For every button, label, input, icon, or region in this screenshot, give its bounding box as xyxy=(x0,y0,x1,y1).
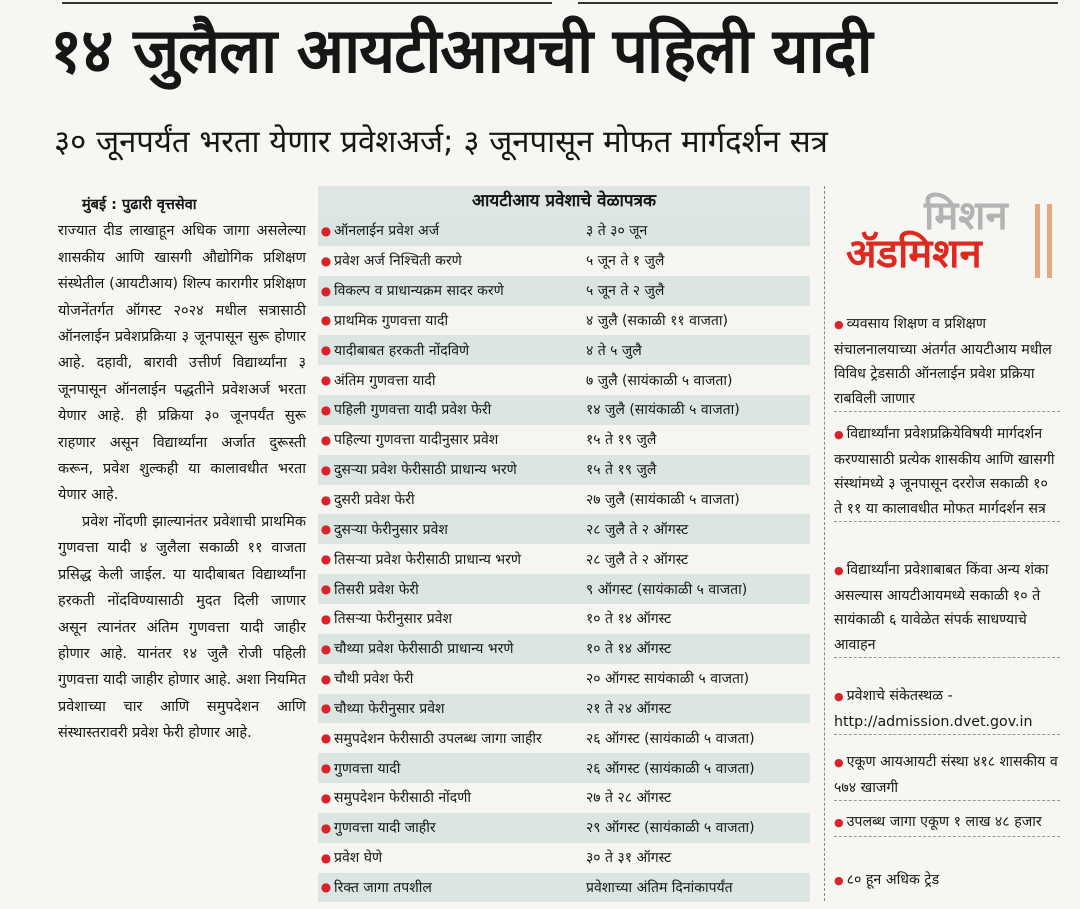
bullet-icon: ● xyxy=(834,428,844,441)
bullet-icon: ● xyxy=(320,522,332,537)
bullet-icon: ● xyxy=(320,492,332,507)
bullet-icon: ● xyxy=(320,790,332,805)
schedule-date: १५ ते १९ जुलै xyxy=(586,432,657,449)
schedule-event: प्रवेश घेणे xyxy=(334,850,383,867)
sidebar-fact xyxy=(834,868,1060,894)
schedule-date: ४ जुलै (सकाळी ११ वाजता) xyxy=(586,312,728,329)
schedule-event: तिसरी प्रवेश फेरी xyxy=(334,581,419,598)
logo-word-admission: ॲडमिशन xyxy=(846,231,982,277)
schedule-row xyxy=(318,544,810,574)
schedule-row xyxy=(318,306,810,336)
schedule-event: अंतिम गुणवत्ता यादी xyxy=(334,372,436,389)
sidebar-fact-text: विद्यार्थ्यांना प्रवेशाबाबत किंवा अन्य शंका असल्यास आयटीआयमध्ये सकाळी १० ते सायंकाळी ६ यावेळेत संपर्क साधण्याचे आवाहन xyxy=(834,562,1049,653)
schedule-row xyxy=(318,723,810,753)
schedule-row xyxy=(318,216,810,246)
schedule-date: ७ जुलै (सायंकाळी ५ वाजता) xyxy=(586,372,733,389)
schedule-event: विकल्प व प्राधान्यक्रम सादर करणे xyxy=(334,283,504,300)
schedule-event: पहिली गुणवत्ता यादी प्रवेश फेरी xyxy=(334,402,492,419)
schedule-title: आयटीआय प्रवेशाचे वेळापत्रक xyxy=(318,186,810,216)
schedule-row xyxy=(318,574,810,604)
byline: मुंबई : पुढारी वृत्तसेवा xyxy=(82,197,197,213)
schedule-event: समुपदेशन फेरीसाठी उपलब्ध जागा जाहीर xyxy=(334,730,542,747)
bullet-icon: ● xyxy=(320,343,332,358)
schedule-event: गुणवत्ता यादी xyxy=(334,760,401,777)
schedule-event: तिसऱ्या फेरीनुसार प्रवेश xyxy=(334,611,453,628)
sidebar-fact-text: व्यवसाय शिक्षण व प्रशिक्षण संचालनालयाच्या अंतर्गत आयटीआय मधील विविध ट्रेडसाठी ऑनलाईन प्रवेश प्रक्रिया राबविली जाणार xyxy=(834,316,1052,407)
logo-bar xyxy=(1035,204,1040,278)
schedule-date: १५ ते १९ जुलै xyxy=(586,462,657,479)
schedule-row xyxy=(318,455,810,485)
schedule-row xyxy=(318,664,810,694)
bullet-icon: ● xyxy=(320,223,332,238)
schedule-event: यादीबाबत हरकती नोंदविणे xyxy=(334,342,470,359)
schedule-row xyxy=(318,813,810,843)
schedule-date: ३ ते ३० जून xyxy=(586,223,648,240)
schedule-date: २० ऑगस्ट सायंकाळी ५ वाजता) xyxy=(586,671,750,688)
sidebar-fact xyxy=(834,750,1060,801)
sidebar-fact-text: एकूण आयआयटी संस्था ४१८ शासकीय व ५७४ खाजगी xyxy=(834,754,1058,796)
schedule-row xyxy=(318,276,810,306)
sidebar-fact-text: उपलब्ध जागा एकूण १ लाख ४८ हजार xyxy=(846,814,1042,830)
schedule-row xyxy=(318,485,810,515)
schedule-date: ९ ऑगस्ट (सायंकाळी ५ वाजता) xyxy=(586,581,748,598)
article-paragraph-2: प्रवेश नोंदणी झाल्यानंतर प्रवेशाची प्राथमिक गुणवत्ता यादी ४ जुलैला सकाळी ११ वाजता प्रसिद्ध केली जाईल. या यादीबाबत विद्यार्थ्यांना हरकती नोंदविण्यासाठी मुदत दिली जाणार असून त्यानंतर अंतिम गुणवत्ता यादी जाहीर होणार आहे. यानंतर १४ जुलै रोजी पहिली गुणवत्ता यादी जाहीर होणार आहे. अशा नियमित प्रवेशाच्या चार आणि समुपदेशन आणि संस्थास्तरावरी प्रवेश फेरी होणार आहे. xyxy=(58,513,307,742)
bullet-icon: ● xyxy=(834,690,844,703)
schedule-row xyxy=(318,335,810,365)
schedule-row xyxy=(318,873,810,903)
schedule-date: २१ ते २४ ऑगस्ट xyxy=(586,700,672,717)
schedule-row xyxy=(318,753,810,783)
schedule-date: २९ ऑगस्ट (सायंकाळी ५ वाजता) xyxy=(586,820,755,837)
schedule-date: ५ जून ते १ जुलै xyxy=(586,253,665,270)
subheadline: ३० जूनपर्यंत भरता येणार प्रवेशअर्ज; ३ जूनपासून मोफत मार्गदर्शन सत्र xyxy=(54,124,828,160)
schedule-date: ४ ते ५ जुलै xyxy=(586,342,642,359)
bullet-icon: ● xyxy=(834,816,844,829)
schedule-table xyxy=(318,186,810,902)
bullet-icon: ● xyxy=(320,582,332,597)
schedule-event: दुसऱ्या प्रवेश फेरीसाठी प्राधान्य भरणे xyxy=(334,462,517,479)
schedule-row xyxy=(318,246,810,276)
bullet-icon: ● xyxy=(320,641,332,656)
schedule-row xyxy=(318,604,810,634)
schedule-row xyxy=(318,425,810,455)
schedule-date: ५ जून ते २ जुलै xyxy=(586,283,665,300)
headline: १४ जुलैला आयटीआयची पहिली यादी xyxy=(50,14,872,87)
bullet-icon: ● xyxy=(834,874,844,887)
bullet-icon: ● xyxy=(320,671,332,686)
schedule-date: २६ ऑगस्ट (सायंकाळी ५ वाजता) xyxy=(586,730,755,747)
schedule-date: प्रवेशाच्या अंतिम दिनांकापर्यंत xyxy=(586,879,733,896)
mission-admission-logo xyxy=(840,193,1054,288)
bullet-icon: ● xyxy=(320,313,332,328)
schedule-date: १० ते १४ ऑगस्ट xyxy=(586,611,672,628)
schedule-date: २६ ऑगस्ट (सायंकाळी ५ वाजता) xyxy=(586,760,755,777)
bullet-icon: ● xyxy=(320,701,332,716)
schedule-event: रिक्त जागा तपशील xyxy=(334,879,432,896)
bullet-icon: ● xyxy=(320,283,332,298)
article-column xyxy=(58,192,306,747)
bullet-icon: ● xyxy=(834,756,844,769)
sidebar-fact-text: प्रवेशाचे संकेतस्थळ - http://admission.dvet.gov.in xyxy=(834,688,1033,730)
schedule-row xyxy=(318,395,810,425)
schedule-event: प्रवेश अर्ज निश्चिती करणे xyxy=(334,253,462,270)
bullet-icon: ● xyxy=(320,552,332,567)
sidebar-fact xyxy=(834,558,1060,658)
bullet-icon: ● xyxy=(320,820,332,835)
bullet-icon: ● xyxy=(834,564,844,577)
schedule-row xyxy=(318,783,810,813)
article-paragraph-1: राज्यात दीड लाखाहून अधिक जागा असलेल्या शासकीय आणि खासगी औद्योगिक प्रशिक्षण संस्थेतील (आयटीआय) शिल्प कारागीर प्रशिक्षण योजनेंतर्गत ऑगस्ट २०२४ मधील सत्रासाठी ऑनलाईन प्रवेशप्रक्रिया ३ जूनपासून सुरू होणार आहे. दहावी, बारावी उत्तीर्ण विद्यार्थ्यांना ३ जूनपासून ऑनलाईन पद्धतीने प्रवेशअर्ज भरता येणार आहे. ही प्रक्रिया ३० जूनपर्यंत सुरू राहणार असून विद्यार्थ्यांना अर्जात दुरूस्ती करून, प्रवेश शुल्कही या कालावधीत भरता येणार आहे. xyxy=(58,223,306,504)
bullet-icon: ● xyxy=(320,432,332,447)
schedule-event: प्राथमिक गुणवत्ता यादी xyxy=(334,312,449,329)
bullet-icon: ● xyxy=(834,318,844,331)
schedule-rows xyxy=(318,216,810,902)
schedule-row xyxy=(318,634,810,664)
schedule-row xyxy=(318,694,810,724)
schedule-event: चौथ्या फेरीनुसार प्रवेश xyxy=(334,700,445,717)
schedule-date: ३० ते ३१ ऑगस्ट xyxy=(586,850,672,867)
sidebar-fact xyxy=(834,312,1060,412)
top-rule-right xyxy=(578,2,1058,4)
schedule-row xyxy=(318,365,810,395)
schedule-event: गुणवत्ता यादी जाहीर xyxy=(334,820,436,837)
schedule-date: १४ जुलै (सायंकाळी ५ वाजता) xyxy=(586,402,740,419)
column-divider xyxy=(824,186,826,901)
schedule-event: दुसरी प्रवेश फेरी xyxy=(334,492,415,509)
bullet-icon: ● xyxy=(320,462,332,477)
bullet-icon: ● xyxy=(320,373,332,388)
sidebar-fact-text: ८० हून अधिक ट्रेड xyxy=(846,872,940,888)
schedule-date: १० ते १४ ऑगस्ट xyxy=(586,641,672,658)
bullet-icon: ● xyxy=(320,880,332,895)
bullet-icon: ● xyxy=(320,731,332,746)
bullet-icon: ● xyxy=(320,611,332,626)
logo-word-mission: मिशन xyxy=(924,193,1008,239)
bullet-icon: ● xyxy=(320,761,332,776)
schedule-event: ऑनलाईन प्रवेश अर्ज xyxy=(334,223,440,240)
schedule-event: चौथी प्रवेश फेरी xyxy=(334,671,414,688)
bullet-icon: ● xyxy=(320,402,332,417)
schedule-event: दुसऱ्या फेरीनुसार प्रवेश xyxy=(334,521,448,538)
sidebar-fact-text: विद्यार्थ्यांना प्रवेशप्रक्रियेविषयी मार्गदर्शन करण्यासाठी प्रत्येक शासकीय आणि खासगी संस्थांमध्ये ३ जूनपासून दररोज सकाळी १० ते ११ या कालावधीत मोफत मार्गदर्शन सत्र xyxy=(834,426,1055,517)
schedule-event: समुपदेशन फेरीसाठी नोंदणी xyxy=(334,790,471,807)
schedule-row xyxy=(318,843,810,873)
top-rule xyxy=(62,2,552,4)
bullet-icon: ● xyxy=(320,850,332,865)
schedule-event: तिसऱ्या प्रवेश फेरीसाठी प्राधान्य भरणे xyxy=(334,551,521,568)
sidebar-fact xyxy=(834,422,1060,522)
schedule-date: २८ जुलै ते २ ऑगस्ट xyxy=(586,551,689,568)
schedule-date: २८ जुलै ते २ ऑगस्ट xyxy=(586,521,689,538)
sidebar-fact xyxy=(834,684,1060,735)
bullet-icon: ● xyxy=(320,253,332,268)
schedule-event: पहिल्या गुणवत्ता यादीनुसार प्रवेश xyxy=(334,432,499,449)
logo-bar xyxy=(1047,204,1052,278)
sidebar-fact xyxy=(834,810,1060,837)
schedule-date: २७ ते २८ ऑगस्ट xyxy=(586,790,672,807)
schedule-row xyxy=(318,514,810,544)
schedule-event: चौथ्या प्रवेश फेरीसाठी प्राधान्य भरणे xyxy=(334,641,514,658)
schedule-date: २७ जुलै (सायंकाळी ५ वाजता) xyxy=(586,492,740,509)
